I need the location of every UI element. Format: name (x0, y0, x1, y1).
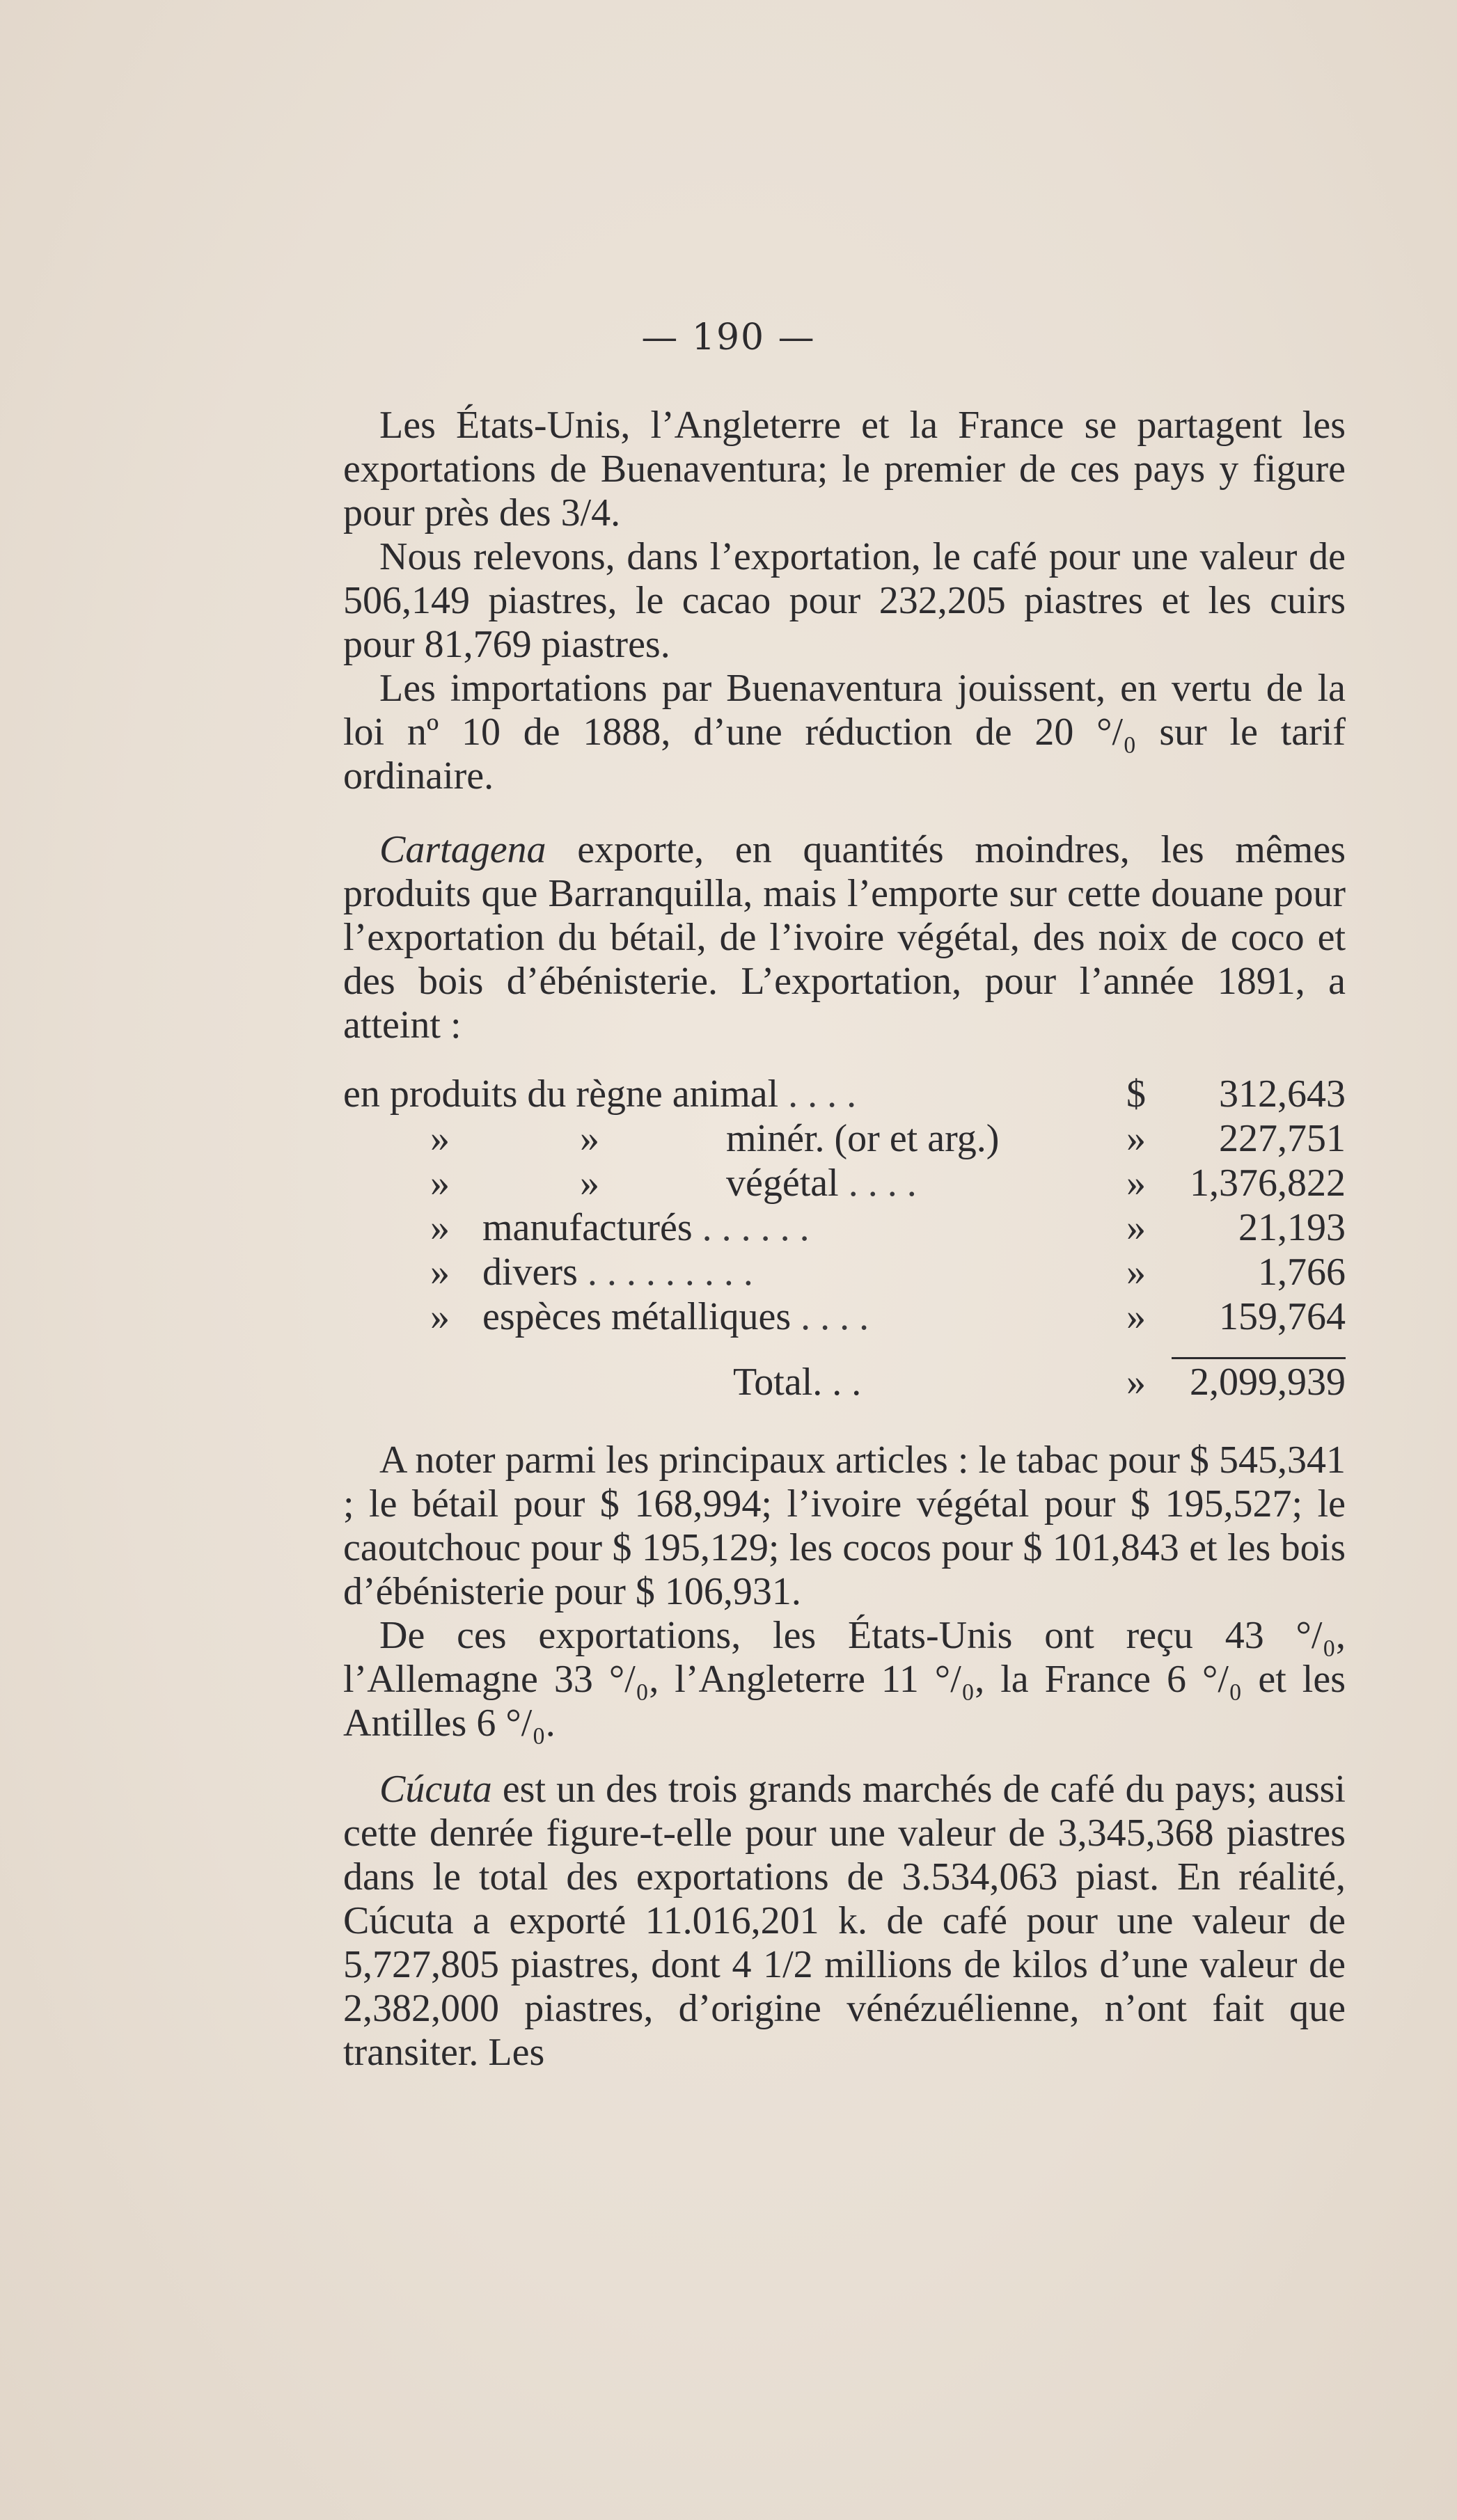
paragraph-cucuta (343, 1768, 1346, 2075)
intro-paragraphs (343, 404, 1346, 798)
sum-rule (1172, 1357, 1346, 1359)
paragraph-export-values: Nous relevons, dans l’exportation, le café pour une valeur de 506,149 piastres, le cacao pour 232,205 piastres et les cuirs pour 81,769 piastres. (343, 535, 1346, 666)
total-label: Total. . . (733, 1361, 862, 1404)
table-row (343, 1250, 1346, 1294)
row-amount: 1,376,822 (1190, 1162, 1346, 1205)
paragraph-principal-articles: A noter parmi les principaux articles : le tabac pour $ 545,341 ; le bétail pour $ 168,994; l’ivoire végétal pour $ 195,527; le caoutchouc pour $ 195,129; les cocos pour $ 101,843 et les bois d’ébénisterie pour $ 106,931. (343, 1439, 1346, 1613)
row-label: espèces métalliques . . . . (482, 1295, 869, 1338)
cucuta-section (343, 1768, 1346, 2075)
ditto-mark: » (430, 1117, 450, 1160)
ditto-mark: » (580, 1117, 599, 1160)
row-label: divers . . . . . . . . . (482, 1251, 753, 1294)
row-currency: $ (1126, 1072, 1146, 1116)
paragraph-cartagena (343, 828, 1346, 1047)
row-label: végétal . . . . (726, 1162, 917, 1205)
table-row (343, 1161, 1346, 1205)
export-table (343, 1072, 1346, 1404)
ditto-mark: » (430, 1162, 450, 1205)
place-name-cartagena: Cartagena (379, 828, 546, 871)
table-row (343, 1116, 1346, 1161)
table-row (343, 1205, 1346, 1250)
paragraph-destinations: De ces exportations, les États-Unis ont reçu 43 °/₀, l’Allemagne 33 °/₀, l’Angleterre 11 °/₀, la France 6 °/₀ et les Antilles 6 °/₀. (343, 1614, 1346, 1745)
ditto-mark: » (430, 1295, 450, 1338)
page-number: — 190 — (641, 317, 816, 358)
cartagena-text: exporte, en quantités moindres, les mêmes produits que Barranquilla, mais l’emporte sur cette douane pour l’exportation du bétail, de l’ivoire végétal, des noix de coco et des bois d’ébénisterie. L’exportation, pour l’année 1891, a atteint : (343, 828, 1346, 1047)
ditto-mark: » (580, 1162, 599, 1205)
total-amount: 2,099,939 (1190, 1361, 1346, 1404)
articles-section (343, 1439, 1346, 1745)
row-amount: 1,766 (1258, 1251, 1346, 1294)
row-currency: » (1126, 1295, 1146, 1338)
row-amount: 312,643 (1219, 1072, 1346, 1116)
row-label: manufacturés . . . . . . (482, 1206, 810, 1249)
row-amount: 159,764 (1219, 1295, 1346, 1338)
cucuta-text: est un des trois grands marchés de café du pays; aussi cette denrée figure-t-elle pour une valeur de 3,345,368 piastres dans le total des exportations de 3.534,063 piast. En réalité, Cúcuta a exporté 11.016,201 k. de café pour une valeur de 5,727,805 piastres, dont 4 1/2 millions de kilos d’une valeur de 2,382,000 piastres, d’origine vénézuélienne, n’ont fait que transiter. Les (343, 1768, 1346, 2074)
total-row (343, 1360, 1346, 1404)
row-label: minér. (or et arg.) (726, 1117, 1000, 1160)
paragraph-import-reduction: Les importations par Buenaventura jouissent, en vertu de la loi nº 10 de 1888, d’une réduction de 20 °/₀ sur le tarif ordinaire. (343, 667, 1346, 798)
paragraph-exports-share: Les États-Unis, l’Angleterre et la France se partagent les exportations de Buenaventura; le premier de ces pays y figure pour près des 3/4. (343, 404, 1346, 534)
row-label: en produits du règne animal . . . . (343, 1072, 857, 1116)
table-row (343, 1072, 1346, 1116)
row-amount: 227,751 (1219, 1117, 1346, 1160)
total-currency: » (1126, 1361, 1146, 1404)
row-currency: » (1126, 1117, 1146, 1160)
row-currency: » (1126, 1162, 1146, 1205)
ditto-mark: » (430, 1206, 450, 1249)
cartagena-section (343, 828, 1346, 1047)
place-name-cucuta: Cúcuta (379, 1768, 492, 1811)
table-row (343, 1294, 1346, 1339)
row-amount: 21,193 (1238, 1206, 1346, 1249)
row-currency: » (1126, 1251, 1146, 1294)
ditto-mark: » (430, 1251, 450, 1294)
row-currency: » (1126, 1206, 1146, 1249)
